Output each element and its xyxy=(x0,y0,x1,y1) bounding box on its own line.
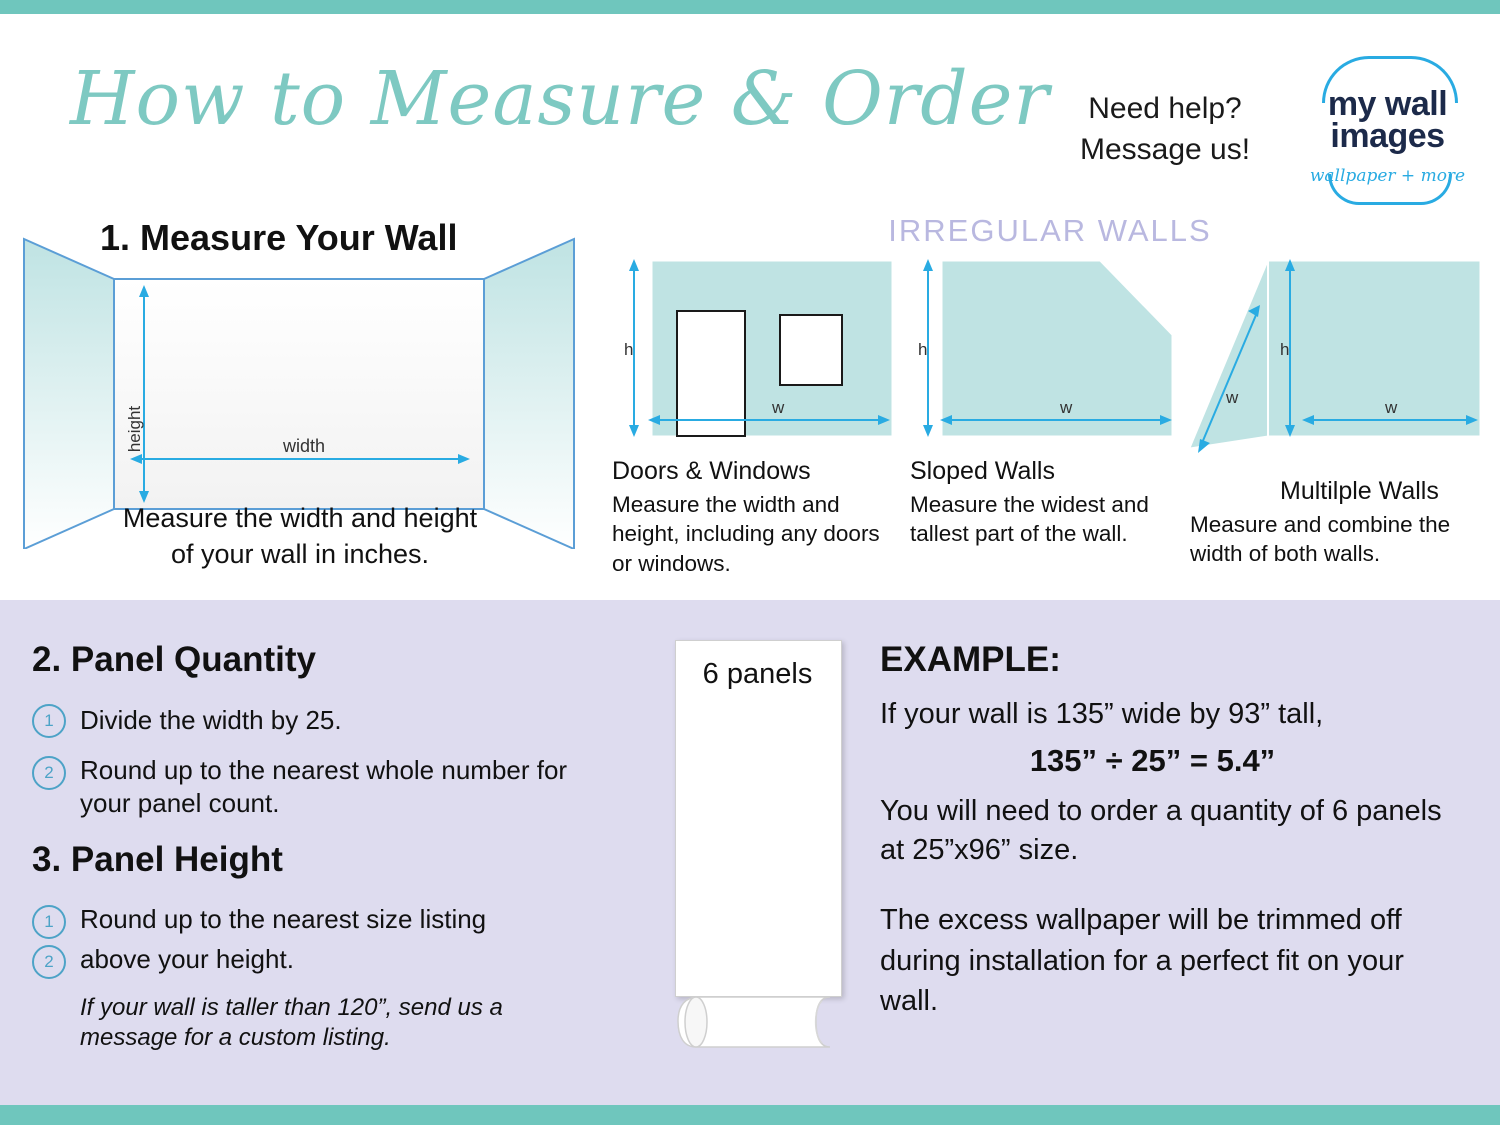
step-2-text-2: Round up to the nearest whole number for your panel count. xyxy=(80,755,568,818)
svg-text:w: w xyxy=(1226,388,1239,407)
example-line-1: If your wall is 135” wide by 93” tall, xyxy=(880,698,1324,730)
need-help-line-1: Need help? xyxy=(1088,92,1242,125)
logo-brand-line-1: my wall xyxy=(1327,85,1448,123)
section-2-heading: 2. Panel Quantity xyxy=(32,640,316,679)
irregular-item-doors-windows xyxy=(612,253,897,578)
section-1-caption-line-1: Measure the width and height xyxy=(122,503,478,533)
svg-text:h: h xyxy=(624,340,634,359)
svg-text:height: height xyxy=(125,405,144,453)
logo-tagline: wallpaper + more xyxy=(1309,166,1466,186)
irregular-item-sloped-walls xyxy=(910,253,1180,549)
section-1-heading: 1. Measure Your Wall xyxy=(100,217,458,258)
step-3-text-1: Round up to the nearest size listing xyxy=(80,904,487,934)
irregular-label-doors-windows: Doors & Windows xyxy=(612,457,811,485)
brand-logo xyxy=(1300,54,1475,204)
svg-text:w: w xyxy=(1060,398,1073,417)
section-3-note: If your wall is taller than 120”, send us a message for a custom listing. xyxy=(80,994,503,1051)
bottom-accent-bar xyxy=(0,1105,1500,1125)
irregular-label-multiple-walls: Multilple Walls xyxy=(1280,477,1439,505)
section-3-heading: 3. Panel Height xyxy=(32,840,283,879)
irregular-item-multiple-walls xyxy=(1190,253,1490,569)
header xyxy=(0,14,1500,204)
example-line-4: The excess wallpaper will be trimmed off during installation for a perfect fit on your wall. xyxy=(880,904,1404,1018)
step-3-text-2: above your height. xyxy=(80,944,294,974)
irregular-text-sloped-walls: Measure the widest and tallest part of the wall. xyxy=(910,492,1149,547)
step-2-text-1: Divide the width by 25. xyxy=(80,705,342,735)
step-3-bullet-2: 2 xyxy=(32,945,66,979)
irregular-label-sloped-walls: Sloped Walls xyxy=(910,457,1055,485)
svg-text:h: h xyxy=(918,340,928,359)
step-3-bullet-1: 1 xyxy=(32,905,66,939)
step-2-bullet-1: 1 xyxy=(32,704,66,738)
section-irregular-walls xyxy=(600,205,1500,595)
section-1-caption-line-2: of your wall in inches. xyxy=(170,539,430,570)
irregular-walls-heading: IRREGULAR WALLS xyxy=(888,213,1212,248)
svg-text:h: h xyxy=(1280,340,1290,359)
wallpaper-roll-illustration xyxy=(675,640,850,1060)
logo-brand-text xyxy=(1300,85,1475,156)
section-1-caption xyxy=(20,500,580,573)
section-measure-wall xyxy=(0,205,596,595)
logo-brand-line-2: images xyxy=(1330,117,1445,156)
irregular-text-doors-windows: Measure the width and height, including any doors or windows. xyxy=(612,492,880,576)
example-title: EXAMPLE: xyxy=(880,640,1061,679)
irregular-text-multiple-walls: Measure and combine the width of both walls. xyxy=(1190,512,1451,567)
svg-text:width: width xyxy=(282,436,326,456)
example-equation: 135” ÷ 25” = 5.4” xyxy=(1029,743,1276,778)
need-help-line-2: Message us! xyxy=(1079,132,1251,166)
roll-curl xyxy=(670,985,845,1055)
svg-text:w: w xyxy=(772,398,785,417)
example-line-3: You will need to order a quantity of 6 panels at 25”x96” size. xyxy=(880,795,1442,867)
roll-sheet xyxy=(675,640,842,997)
top-accent-bar xyxy=(0,0,1500,14)
need-help-block xyxy=(1050,89,1280,170)
step-2-bullet-2: 2 xyxy=(32,756,66,790)
svg-text:w: w xyxy=(1385,398,1398,417)
roll-panel-count-label: 6 panels xyxy=(702,658,813,690)
page-title: How to Measure & Order xyxy=(70,56,1050,142)
section-lower-panel xyxy=(0,600,1500,1105)
